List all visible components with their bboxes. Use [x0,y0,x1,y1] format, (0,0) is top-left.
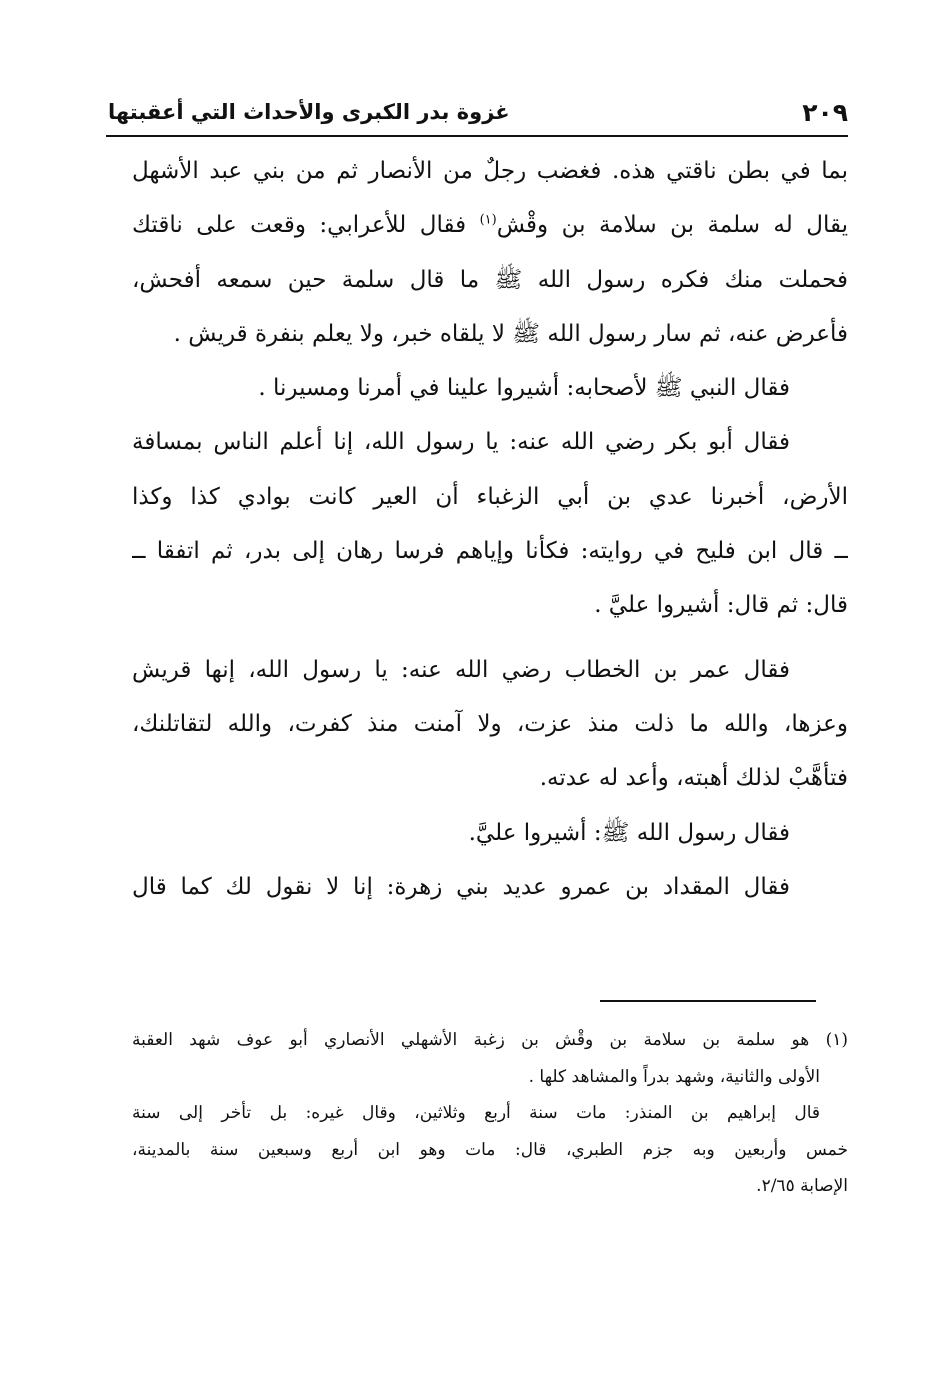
paragraph-gap [132,633,848,643]
footnote-line: الأولى والثانية، وشهد بدراً والمشاهد كلها . [528,1066,820,1087]
text-segment: فقال للأعرابي: وقعت على ناقتك [132,212,480,239]
footnote-marker[interactable]: (١) [479,212,497,228]
text-line [132,198,848,252]
text-line: وعزها، والله ما ذلت منذ عزت، ولا آمنت منذ كفرت، والله لتقاتلنك، [132,710,848,737]
footnote-line: (١) هو سلمة بن سلامة بن وقْش بن زغبة الأشهلي الأنصاري أبو عوف شهد العقبة [132,1030,848,1050]
text-line: فقال المقداد بن عمرو عديد بني زهرة: إنا لا نقول لك كما قال [132,873,790,900]
page-header [108,98,848,134]
page-number: ٢٠٩ [802,98,848,127]
body-text [132,144,848,914]
text-line: قال: ثم قال: أشيروا عليَّ . [594,592,848,619]
footnote-line: الإصابة ٢/٦٥. [756,1176,848,1197]
footnote-rule [600,1000,816,1002]
text-line: ــ قال ابن فليح في روايته: فكأنا وإياهم فرسا رهان إلى بدر، ثم اتفقا ــ [132,538,848,565]
text-line: فتأهَّبْ لذلك أهبته، وأعد له عدته. [539,765,848,792]
text-line: فقال النبي ﷺ لأصحابه: أشيروا علينا في أمرنا ومسيرنا . [258,375,790,402]
header-rule [106,135,848,137]
text-line: بما في بطن ناقتي هذه. فغضب رجلٌ من الأنصار ثم من بني عبد الأشهل [132,158,848,184]
text-line: فقال رسول الله ﷺ: أشيروا عليَّ. [468,819,790,846]
footnote-line: خمس وأربعين وبه جزم الطبري، قال: مات وهو ابن أربع وسبعين سنة بالمدينة، [132,1139,848,1160]
text-segment: يقال له سلمة بن سلامة بن وقْش [496,212,848,239]
text-line: فقال أبو بكر رضي الله عنه: يا رسول الله، إنا أعلم الناس بمسافة [132,429,790,456]
text-line: فأعرض عنه، ثم سار رسول الله ﷺ لا يلقاه خبر، ولا يعلم بنفرة قريش . [173,320,848,347]
text-line: فقال عمر بن الخطاب رضي الله عنه: يا رسول الله، إنها قريش [132,656,790,683]
text-line: فحملت منك فكره رسول الله ﷺ ما قال سلمة حين سمعه أفحش، [132,266,848,293]
footnotes [132,1022,848,1205]
text-line: الأرض، أخبرنا عدي بن أبي الزغباء أن العير كانت بوادي كذا وكذا [132,483,848,510]
running-title: غزوة بدر الكبرى والأحداث التي أعقبتها [108,100,510,124]
footnote-line: قال إبراهيم بن المنذر: مات سنة أربع وثلاثين، وقال غيره: بل تأخر إلى سنة [132,1103,820,1124]
